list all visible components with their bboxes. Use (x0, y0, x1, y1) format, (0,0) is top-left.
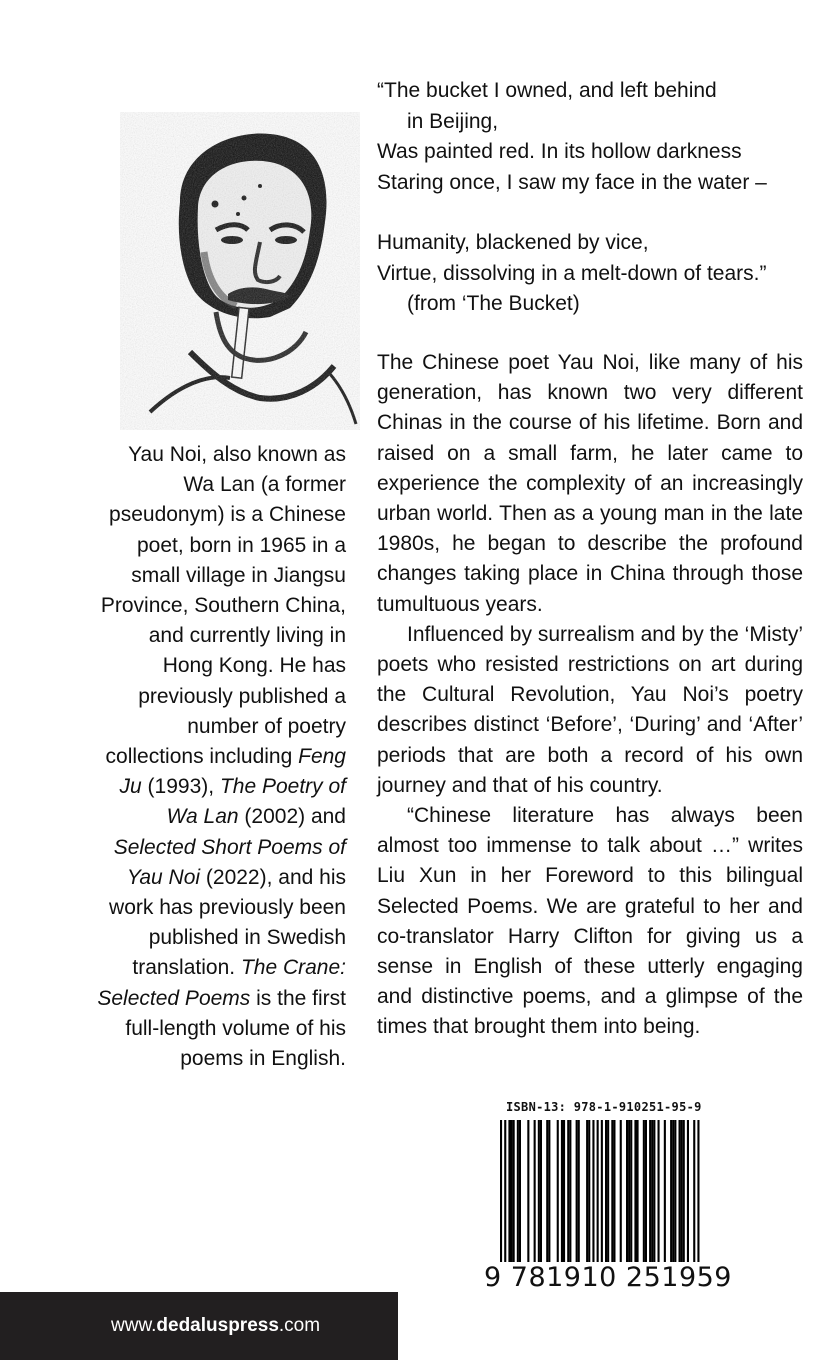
poem-line: “The bucket I owned, and left behind (377, 79, 717, 102)
barcode-bar (586, 1120, 588, 1266)
poem-line: in Beijing, (407, 109, 499, 133)
barcode-bar (634, 1120, 636, 1266)
barcode-digits: 9 781910 251959 (484, 1262, 732, 1293)
barcode-bar (611, 1120, 613, 1266)
barcode-bar (563, 1120, 565, 1266)
barcode-bar (504, 1120, 506, 1282)
barcode-bar (527, 1120, 529, 1266)
barcode-bar (540, 1120, 542, 1266)
poem-excerpt (377, 76, 807, 320)
barcode-bar (674, 1120, 676, 1266)
book-title-feng-ju: Feng Ju (119, 745, 346, 799)
barcode-bar (613, 1120, 615, 1266)
barcode-bar (548, 1120, 550, 1266)
barcode-bars (488, 1120, 708, 1282)
barcode-bar (653, 1120, 655, 1266)
author-photo (120, 112, 360, 430)
blurb-paragraph: “Chinese literature has always been almost too immense to talk about …” writes Liu Xun in her Foreword to this bilingual Selected Poems. We are grateful to her and co-translator Harry Clifton for giving us a sense in English of these utterly engaging and distinctive poems, and a glimpse of the times that brought them into being. (377, 804, 803, 1039)
bio-text: (2002) and (238, 805, 346, 829)
barcode-bar (620, 1120, 622, 1266)
barcode-bar (628, 1120, 630, 1266)
url-domain: dedaluspress (156, 1315, 279, 1336)
barcode-bar (546, 1120, 548, 1266)
barcode-bar (607, 1120, 609, 1266)
barcode-bar (672, 1120, 674, 1266)
barcode-bar (508, 1120, 510, 1266)
poem-line: Virtue, dissolving in a melt-down of tears.” (377, 261, 767, 285)
barcode-bar (664, 1120, 666, 1266)
bio-text: (1993), (141, 775, 220, 799)
book-title-the-crane: The Crane: Selected Poems (97, 956, 346, 1010)
barcode-bar (601, 1120, 603, 1282)
barcode-bar (683, 1120, 685, 1266)
bio-paragraph (96, 440, 346, 1074)
bio-text: (2022), and his work has previously been published in Swedish translation. (109, 865, 346, 980)
barcode-bar (637, 1120, 639, 1266)
barcode-bar (693, 1120, 695, 1282)
poem-line: Staring once, I saw my face in the water – (377, 170, 767, 194)
barcode-bar (687, 1120, 689, 1266)
barcode-bar (500, 1120, 502, 1282)
publisher-footer (0, 1292, 398, 1360)
blurb-body (377, 348, 803, 1043)
barcode-bar (597, 1120, 599, 1282)
blurb-paragraph: Influenced by surrealism and by the ‘Misty’ poets who resisted restrictions on art during the Cultural Revolution, Yau Noi’s poetry describes distinct ‘Before’, ‘During’ and ‘After’ periods that are both a record of his own journey and that of his country. (377, 622, 803, 797)
poem-line: Was painted red. In its hollow darkness (377, 140, 742, 163)
poem-source: (from ‘The Bucket) (407, 292, 580, 315)
stanza-break (377, 198, 807, 228)
author-bio (96, 440, 346, 1074)
barcode-bar (670, 1120, 672, 1266)
barcode-bar (561, 1120, 563, 1266)
barcode-bar (588, 1120, 590, 1266)
barcode-bar (605, 1120, 607, 1266)
barcode-bar (538, 1120, 540, 1266)
barcode-bar (649, 1120, 651, 1266)
barcode-bar (511, 1120, 513, 1266)
barcode-bar (513, 1120, 515, 1266)
barcode-bar (651, 1120, 653, 1266)
poem-line: Humanity, blackened by vice, (377, 231, 649, 254)
barcode-bar (534, 1120, 536, 1266)
barcode-bar (569, 1120, 571, 1266)
barcode-bar (697, 1120, 699, 1282)
barcode-bar (567, 1120, 569, 1266)
book-title-poetry-of-wa-lan: The Poetry of Wa Lan (166, 775, 346, 829)
barcode-bar (517, 1120, 519, 1266)
url-prefix: www. (111, 1315, 157, 1336)
url-suffix: .com (278, 1315, 321, 1336)
barcode-bar (645, 1120, 647, 1266)
barcode-bar (557, 1120, 559, 1266)
book-title-selected-short-poems: Selected Short Poems of Yau Noi (113, 835, 346, 889)
blurb-paragraph: The Chinese poet Yau Noi, like many of his generation, has known two very different Chinas in the course of his lifetime. Born and raised on a small farm, he later came to experience the complexity of an increasingly urban world. Then as a young man in the late 1980s, he began to describe the profound changes taking place in China through those tumultuous years. (377, 351, 803, 616)
barcode-bar (643, 1120, 645, 1266)
barcode-bar (658, 1120, 660, 1266)
barcode-bar (519, 1120, 521, 1266)
bio-text: Yau Noi, also known as Wa Lan (a former pseudonym) is a Chinese poet, born in 1965 in a small village in Jiangsu Province, Southern China, and currently living in Hong Kong. He has previously published a number of poetry collections including (100, 443, 346, 769)
barcode-bar (630, 1120, 632, 1266)
isbn-barcode (478, 1100, 732, 1300)
barcode-bar (578, 1120, 580, 1266)
bio-text: is the first full-length volume of his poems in English. (125, 986, 346, 1071)
barcode-bar (592, 1120, 594, 1266)
barcode-bar (576, 1120, 578, 1266)
isbn-label: ISBN-13: 978-1-910251-95-9 (506, 1100, 702, 1114)
barcode-bar (681, 1120, 683, 1266)
barcode-bar (626, 1120, 628, 1266)
publisher-url[interactable] (111, 1315, 320, 1337)
barcode-bar (679, 1120, 681, 1266)
